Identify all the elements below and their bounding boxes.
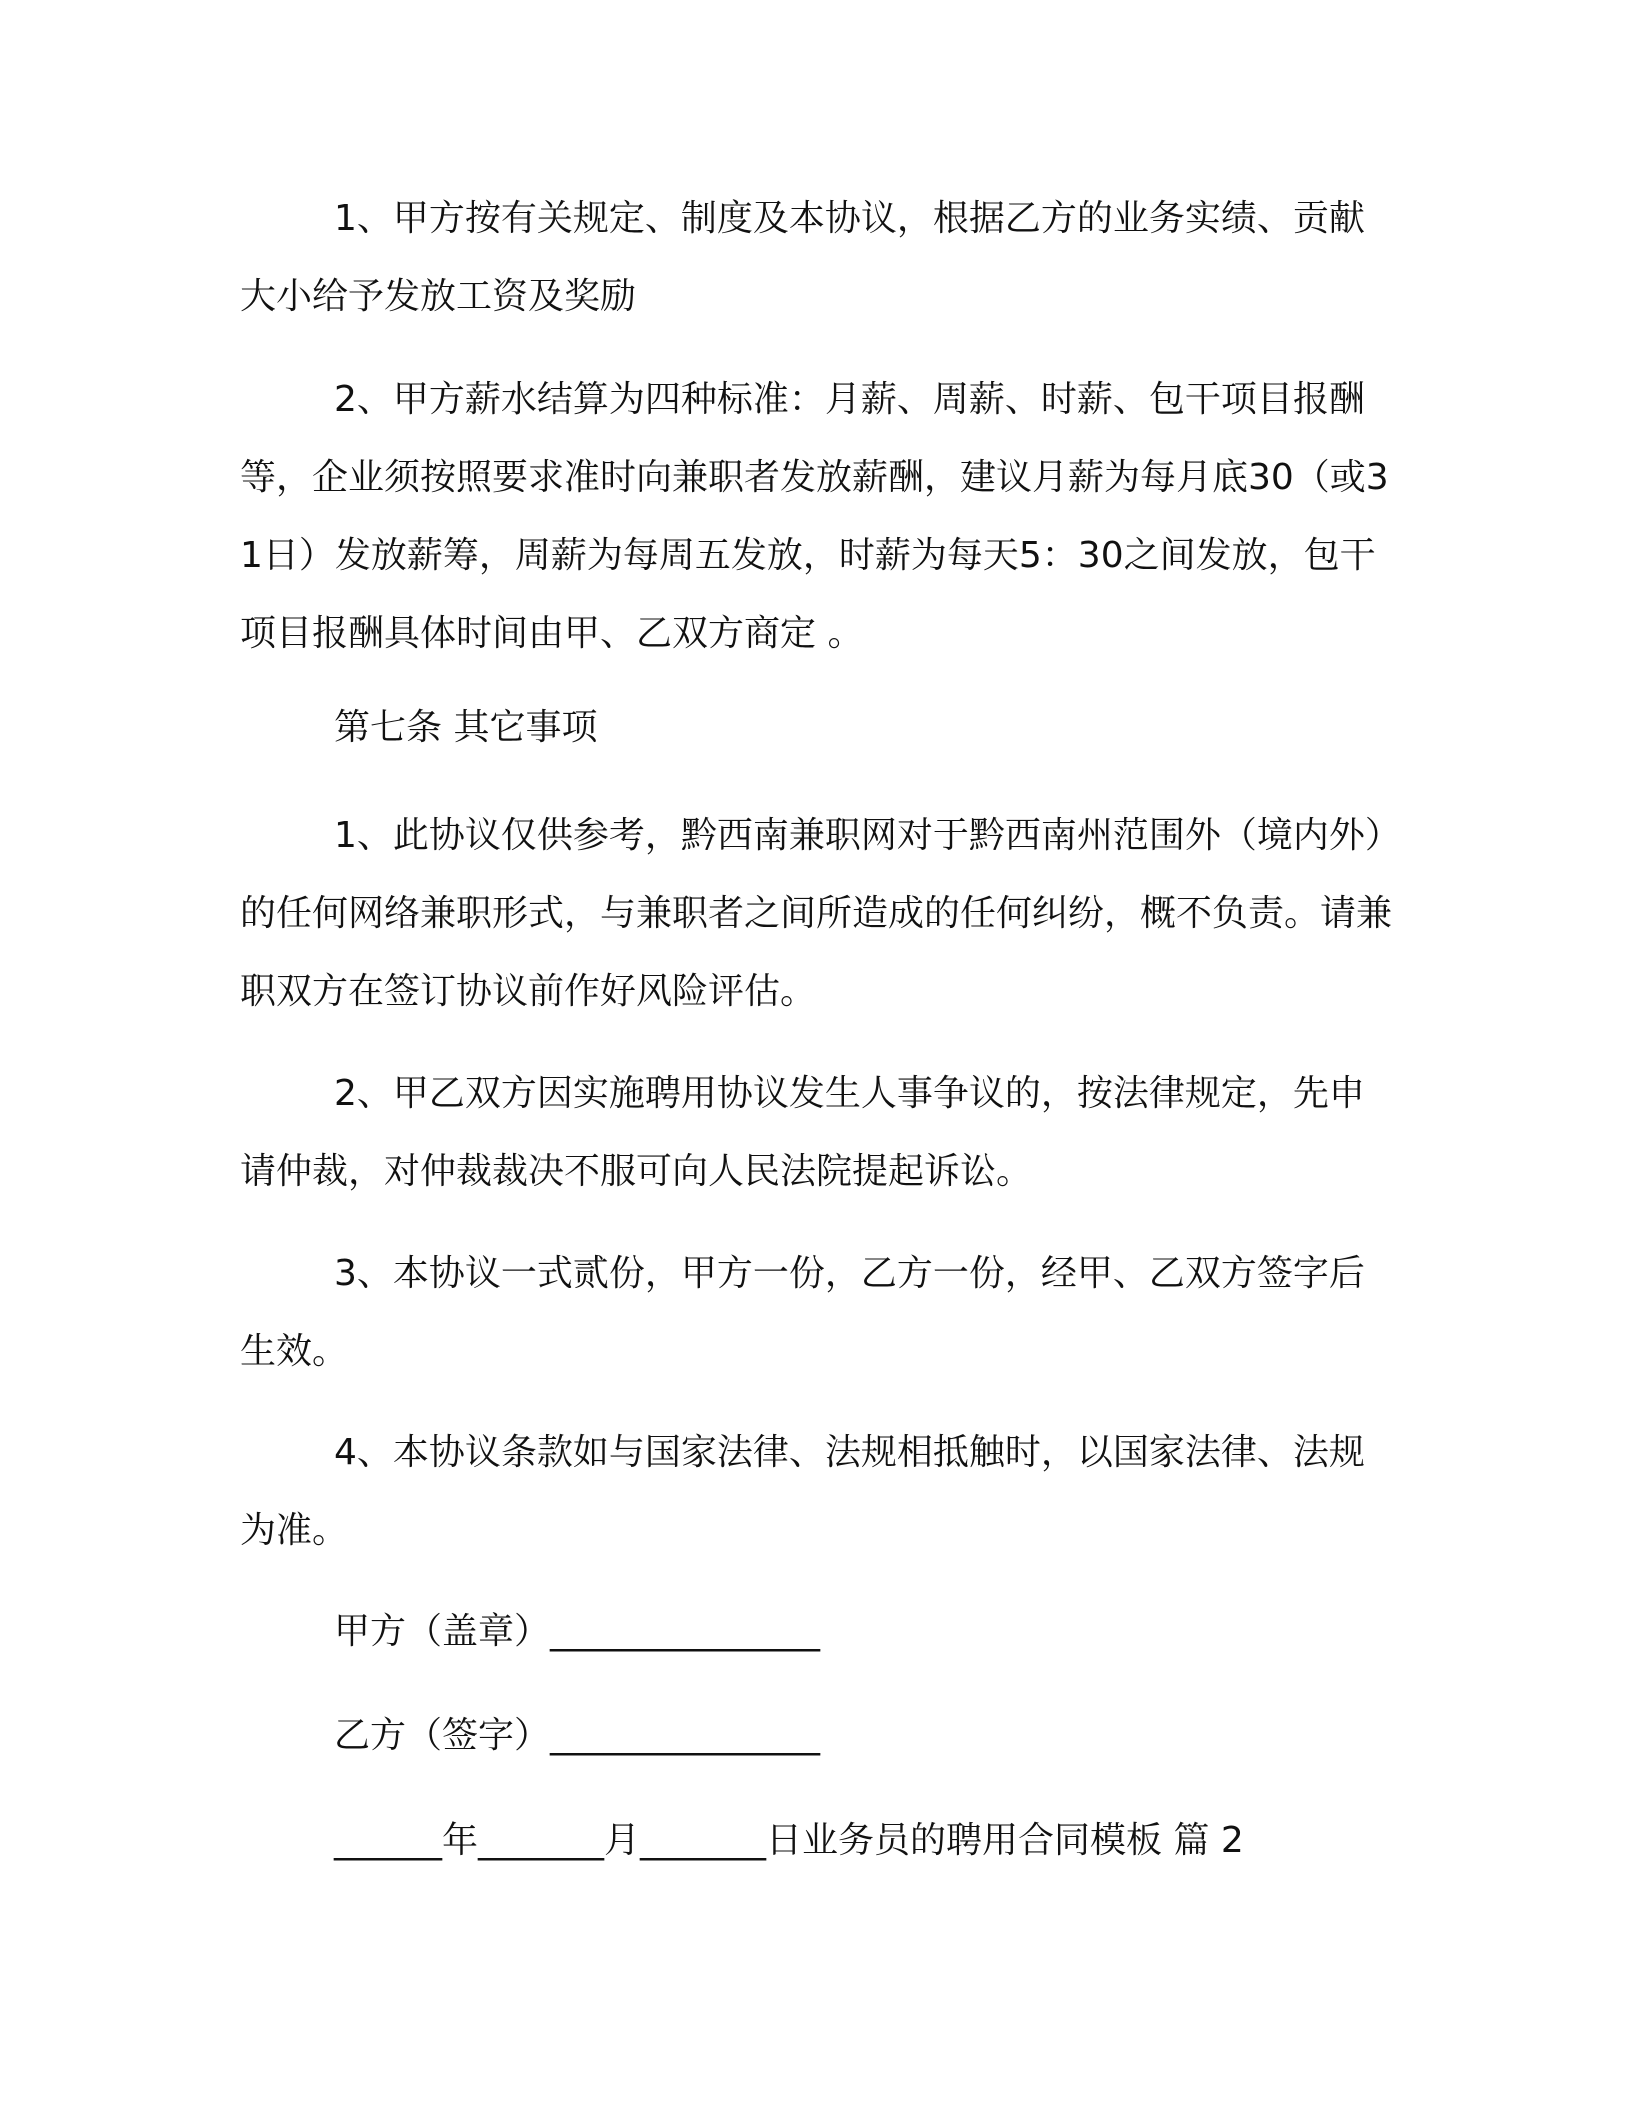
other-clause-2: 2、甲乙双方因实施聘用协议发生人事争议的，按法律规定，先申请仲裁，对仲裁裁决不服可向人民法院提起诉讼。 <box>240 1073 1365 1192</box>
pay-clause-1: 1、甲方按有关规定、制度及本协议，根据乙方的业务实绩、贡献大小给予发放工资及奖励 <box>240 198 1365 317</box>
other-clause-1: 1、此协议仅供参考，黔西南兼职网对于黔西南州范围外（境内外）的任何网络兼职形式，与兼职者之间所造成的任何纠纷，概不负责。请兼职双方在签订协议前作好风险评估。 <box>240 815 1393 1012</box>
other-clause-3: 3、本协议一式贰份，甲方一份，乙方一份，经甲、乙双方签字后生效。 <box>240 1253 1365 1372</box>
other-clause-4: 4、本协议条款如与国家法律、法规相抵触时，以国家法律、法规为准。 <box>240 1432 1365 1551</box>
article-7-heading: 第七条 其它事项 <box>334 707 598 748</box>
pay-clause-2: 2、甲方薪水结算为四种标准：月薪、周薪、时薪、包干项目报酬等，企业须按照要求准时向兼职者发放薪酬，建议月薪为每月底30（或31日）发放薪筹，周薪为每周五发放，时薪为每天5：30之间发放，包干项目报酬具体时间由甲、乙双方商定 。 <box>240 379 1389 654</box>
party-b-signature-line: 乙方（签字）_______________ <box>334 1715 821 1756</box>
party-a-signature-line: 甲方（盖章）_______________ <box>334 1611 821 1652</box>
date-and-next-title-line: ______年_______月_______日业务员的聘用合同模板 篇 2 <box>334 1820 1244 1861</box>
